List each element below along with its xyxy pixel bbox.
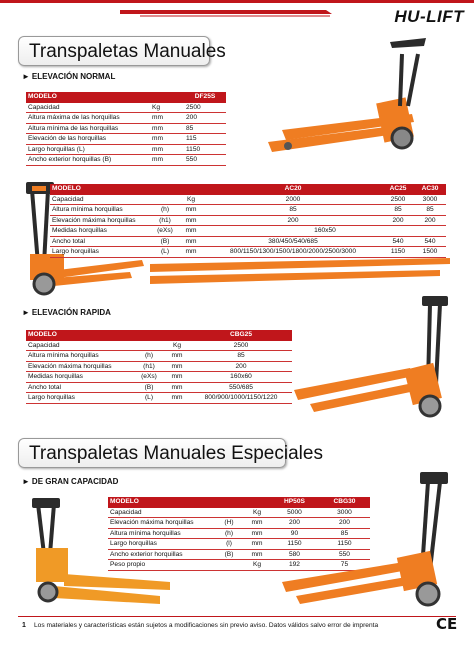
table-row: Ancho exterior horquillas (B) mm 580 550 bbox=[108, 549, 370, 560]
table-row: Capacidad Kg 2500 bbox=[26, 340, 292, 351]
table-row: Ancho total (B) mm 380/450/540/685 540 540 bbox=[50, 236, 446, 247]
table-header-row: MODELO DF25S bbox=[26, 92, 226, 102]
pallet-truck-cbg25-image bbox=[290, 294, 460, 424]
table-row: Elevación de las horquillas mm 115 bbox=[26, 134, 226, 145]
arrow-right-icon: ► bbox=[22, 308, 30, 317]
table-row: Capacidad Kg 2000 2500 3000 bbox=[50, 194, 446, 205]
table-row: Altura mínima de las horquillas mm 85 bbox=[26, 123, 226, 134]
section-title-especiales: Transpaletas Manuales Especiales bbox=[18, 438, 286, 468]
subsection-gran-capacidad: ► DE GRAN CAPACIDAD bbox=[22, 477, 119, 486]
page-number: 1 bbox=[22, 622, 26, 629]
table-row: Altura mínima horquillas (h) mm 90 85 bbox=[108, 528, 370, 539]
table-header-row: MODELO HP50S CBG30 bbox=[108, 497, 370, 507]
table-row: Capacidad Kg 2500 bbox=[26, 102, 226, 113]
table-row: Largo horquillas (L) mm 800/900/1000/1150/1220 bbox=[26, 393, 292, 404]
table-row: Altura máxima de las horquillas mm 200 bbox=[26, 113, 226, 124]
subsection-elevacion-normal: ► ELEVACIÓN NORMAL bbox=[22, 72, 116, 81]
footer-divider bbox=[18, 616, 456, 617]
table-row: Medidas horquillas (eXs) mm 160x60 bbox=[26, 372, 292, 383]
table-row: Elevación máxima horquillas (H) mm 200 200 bbox=[108, 518, 370, 529]
section-title-manuales: Transpaletas Manuales bbox=[18, 36, 210, 66]
table-row: Altura mínima horquillas (h) mm 85 85 85 bbox=[50, 205, 446, 216]
table-df25s bbox=[26, 92, 226, 166]
pallet-truck-df25s-image bbox=[262, 34, 458, 162]
arrow-right-icon: ► bbox=[22, 72, 30, 81]
table-row: Peso propio Kg 192 75 bbox=[108, 560, 370, 571]
table-row: Medidas horquillas (eXs) mm 160x50 bbox=[50, 226, 446, 237]
table-ac-series bbox=[50, 184, 446, 258]
arrow-right-icon: ► bbox=[22, 477, 30, 486]
pallet-truck-ac-forks bbox=[150, 258, 460, 290]
table-row: Ancho exterior horquillas (B) mm 550 bbox=[26, 155, 226, 166]
table-row: Elevación máxima horquillas (h1) mm 200 200 200 bbox=[50, 215, 446, 226]
table-row: Elevación máxima horquillas (h1) mm 200 bbox=[26, 361, 292, 372]
table-header-row: MODELO AC20 AC25 AC30 bbox=[50, 184, 446, 194]
footer-disclaimer: Los materiales y características están sujetos a modificaciones sin previo aviso. Datos válidos salvo error de imprenta bbox=[34, 622, 379, 629]
table-header-row: MODELO CBG25 bbox=[26, 330, 292, 340]
brand-logo-text: HU-LIFT bbox=[394, 7, 464, 26]
table-row: Altura mínima horquillas (h) mm 85 bbox=[26, 351, 292, 362]
subsection-elevacion-rapida: ► ELEVACIÓN RAPIDA bbox=[22, 308, 111, 317]
ce-mark-icon: CE bbox=[436, 615, 458, 633]
table-row: Capacidad Kg 5000 3000 bbox=[108, 507, 370, 518]
table-row: Largo horquillas (L) mm 800/1150/1300/1500/1800/2000/2500/3000 1150 1500 bbox=[50, 247, 446, 258]
pallet-truck-cbg30-image bbox=[282, 470, 462, 614]
brand-logo bbox=[394, 6, 464, 28]
table-row: Largo horquillas (l) mm 1150 1150 bbox=[108, 539, 370, 550]
table-cbg25 bbox=[26, 330, 292, 404]
table-row: Ancho total (B) mm 550/685 bbox=[26, 382, 292, 393]
table-row: Largo horquillas (L) mm 1150 bbox=[26, 144, 226, 155]
